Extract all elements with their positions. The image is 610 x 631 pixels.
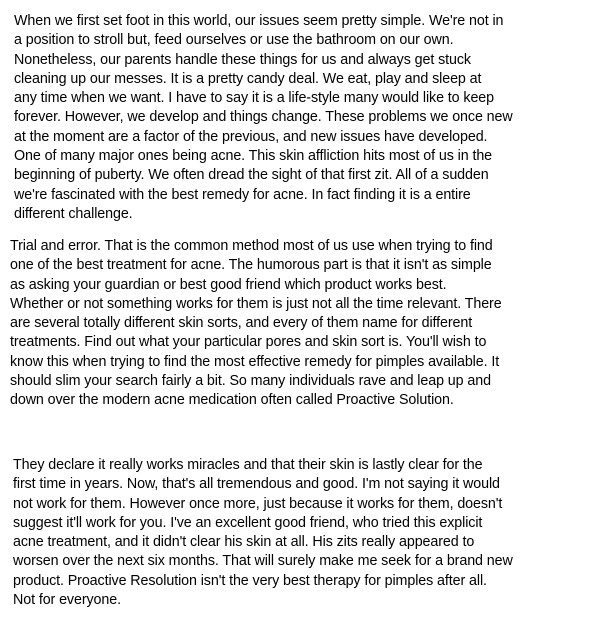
paragraph-3 [13,456,513,610]
paragraph-2 [10,237,502,411]
paragraph-line: we're fascinated with the best remedy for acne. In fact finding it is a entire [14,186,471,203]
paragraph-line: should slim your search fairly a bit. So many individuals rave and leap up and [10,373,491,390]
paragraph-line: beginning of puberty. We often dread the sight of that first zit. All of a sudden [14,167,489,184]
paragraph-line: They declare it really works miracles and that their skin is lastly clear for the [13,457,483,473]
paragraph-line: different challenge. [14,205,133,222]
paragraph-line: treatments. Find out what your particular pores and skin sort is. You'll wish to [10,334,487,351]
paragraph-line: forever. However, we develop and things change. These problems we once new [14,109,513,126]
paragraph-line: Nonetheless, our parents handle these things for us and always get stuck [14,51,471,68]
paragraph-line: are several totally different skin sorts, and every of them name for different [10,315,473,332]
paragraph-line: first time in years. Now, that's all tremendous and good. I'm not saying it would [13,476,500,493]
paragraph-line: at the moment are a factor of the previous, and new issues have developed. [14,128,488,145]
paragraph-line: as asking your guardian or best good friend which product works best. [10,276,447,293]
paragraph-line: product. Proactive Resolution isn't the very best therapy for pimples after all. [13,572,487,589]
paragraph-line: One of many major ones being acne. This skin affliction hits most of us in the [14,148,493,165]
paragraph-line: cleaning up our messes. It is a pretty candy deal. We eat, play and sleep at [14,70,482,87]
paragraph-line: not work for them. However once more, just because it works for them, doesn't [13,495,503,512]
paragraph-1 [14,12,513,224]
paragraph-line: When we first set foot in this world, our issues seem pretty simple. We're not in [14,13,504,29]
paragraph-line: worsen over the next six months. That will surely make me seek for a brand new [13,553,513,570]
paragraph-line: Not for everyone. [13,592,121,609]
paragraph-line: a position to stroll but, feed ourselves or use the bathroom on our own. [14,32,454,49]
paragraph-line: suggest it'll work for you. I've an excellent good friend, who tried this explicit [13,514,483,531]
paragraph-line: know this when trying to find the most effective remedy for pimples available. It [10,353,500,370]
paragraph-line: one of the best treatment for acne. The humorous part is that it isn't as simple [10,257,492,274]
paragraph-line: Whether or not something works for them is just not all the time relevant. There [10,295,502,312]
paragraph-line: down over the modern acne medication often called Proactive Solution. [10,392,454,409]
paragraph-line: Trial and error. That is the common method most of us use when trying to find [10,238,493,254]
paragraph-line: acne treatment, and it didn't clear his skin at all. His zits really appeared to [13,534,475,551]
paragraph-line: any time when we want. I have to say it is a life-style many would like to keep [14,90,495,107]
